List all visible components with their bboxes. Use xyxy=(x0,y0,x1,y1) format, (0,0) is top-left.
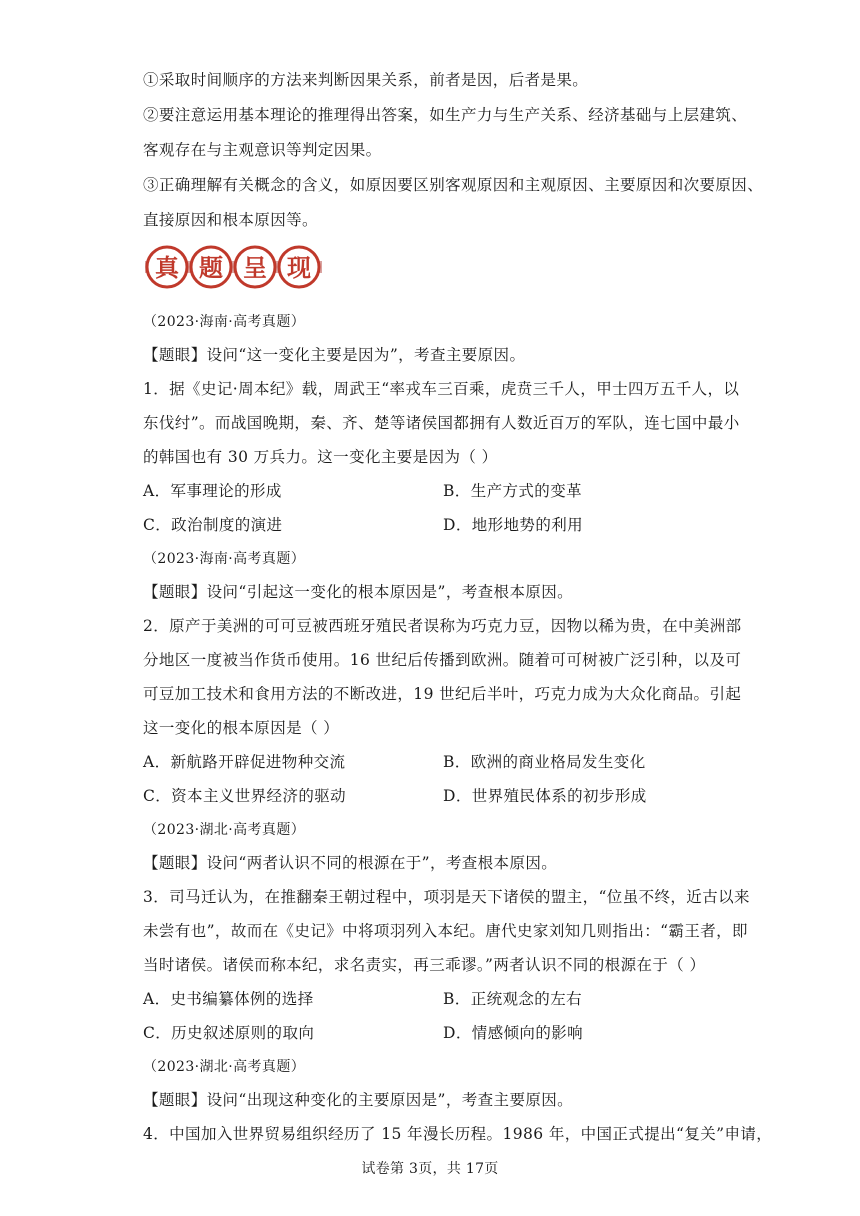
intro-line: 直接原因和根本原因等。 xyxy=(143,211,318,229)
question-stem: 4．中国加入世界贸易组织经历了 15 年漫长历程。1986 年，中国正式提出“复关”申请， xyxy=(143,1125,773,1143)
question-stem: 东伐纣”。而战国晚期，秦、齐、楚等诸侯国都拥有人数近百万的军队，连七国中最小 xyxy=(143,414,740,432)
question-stem: 分地区一度被当作货币使用。16 世纪后传播到欧洲。随着可可树被广泛引种，以及可 xyxy=(143,651,742,669)
intro-line: ①采取时间顺序的方法来判断因果关系，前者是因，后者是果。 xyxy=(143,71,589,89)
intro-line: ②要注意运用基本理论的推理得出答案，如生产力与生产关系、经济基础与上层建筑、 xyxy=(143,106,748,124)
option-d[interactable]: D．世界殖民体系的初步形成 xyxy=(443,787,647,805)
question-tip: 【题眼】设问“引起这一变化的根本原因是”，考查根本原因。 xyxy=(143,583,574,601)
option-d[interactable]: D．情感倾向的影响 xyxy=(443,1024,584,1042)
option-c[interactable]: C．资本主义世界经济的驱动 xyxy=(143,787,347,805)
question-source: （2023·海南·高考真题） xyxy=(143,314,306,330)
question-stem: 3．司马迁认为，在推翻秦王朝过程中，项羽是天下诸侯的盟主，“位虽不终，近古以来 xyxy=(143,888,750,906)
question-stem: 这一变化的根本原因是（ ） xyxy=(143,719,340,737)
question-tip: 【题眼】设问“出现这种变化的主要原因是”，考查主要原因。 xyxy=(143,1091,574,1109)
question-source: （2023·湖北·高考真题） xyxy=(143,1059,306,1075)
option-c[interactable]: C．政治制度的演进 xyxy=(143,516,283,534)
question-tip: 【题眼】设问“两者认识不同的根源在于”，考查根本原因。 xyxy=(143,854,558,872)
banner-char: 题 xyxy=(199,254,223,282)
option-a[interactable]: A．军事理论的形成 xyxy=(143,482,282,500)
intro-line: 客观存在与主观意识等判定因果。 xyxy=(143,141,382,159)
option-a[interactable]: A．新航路开辟促进物种交流 xyxy=(143,753,346,771)
question-stem: 1．据《史记·周本纪》载，周武王“率戎车三百乘，虎贲三千人，甲士四万五千人，以 xyxy=(143,380,740,398)
question-source: （2023·湖北·高考真题） xyxy=(143,822,306,838)
banner-char: 呈 xyxy=(243,254,267,282)
question-source: （2023·海南·高考真题） xyxy=(143,551,306,567)
question-stem: 的韩国也有 30 万兵力。这一变化主要是因为（ ） xyxy=(143,448,498,466)
question-stem: 2．原产于美洲的可可豆被西班牙殖民者误称为巧克力豆，因物以稀为贵，在中美洲部 xyxy=(143,617,742,635)
intro-line: ③正确理解有关概念的含义，如原因要区别客观原因和主观原因、主要原因和次要原因、 xyxy=(143,176,764,194)
option-d[interactable]: D．地形地势的利用 xyxy=(443,516,584,534)
option-c[interactable]: C．历史叙述原则的取向 xyxy=(143,1024,315,1042)
question-stem: 可豆加工技术和食用方法的不断改进，19 世纪后半叶，巧克力成为大众化商品。引起 xyxy=(143,685,742,703)
question-tip: 【题眼】设问“这一变化主要是因为”，考查主要原因。 xyxy=(143,346,526,364)
option-b[interactable]: B．正统观念的左右 xyxy=(443,990,582,1008)
section-banner-logo xyxy=(143,243,324,291)
option-b[interactable]: B．生产方式的变革 xyxy=(443,482,582,500)
banner-char: 真 xyxy=(155,254,179,282)
option-b[interactable]: B．欧洲的商业格局发生变化 xyxy=(443,753,646,771)
question-stem: 未尝有也”，故而在《史记》中将项羽列入本纪。唐代史家刘知几则指出：“霸王者，即 xyxy=(143,922,748,940)
page-footer: 试卷第 3页，共 17页 xyxy=(361,1161,499,1177)
banner-char: 现 xyxy=(287,254,311,282)
question-stem: 当时诸侯。诸侯而称本纪，求名责实，再三乖谬。”两者认识不同的根源在于（ ） xyxy=(143,956,706,974)
option-a[interactable]: A．史书编纂体例的选择 xyxy=(143,990,314,1008)
